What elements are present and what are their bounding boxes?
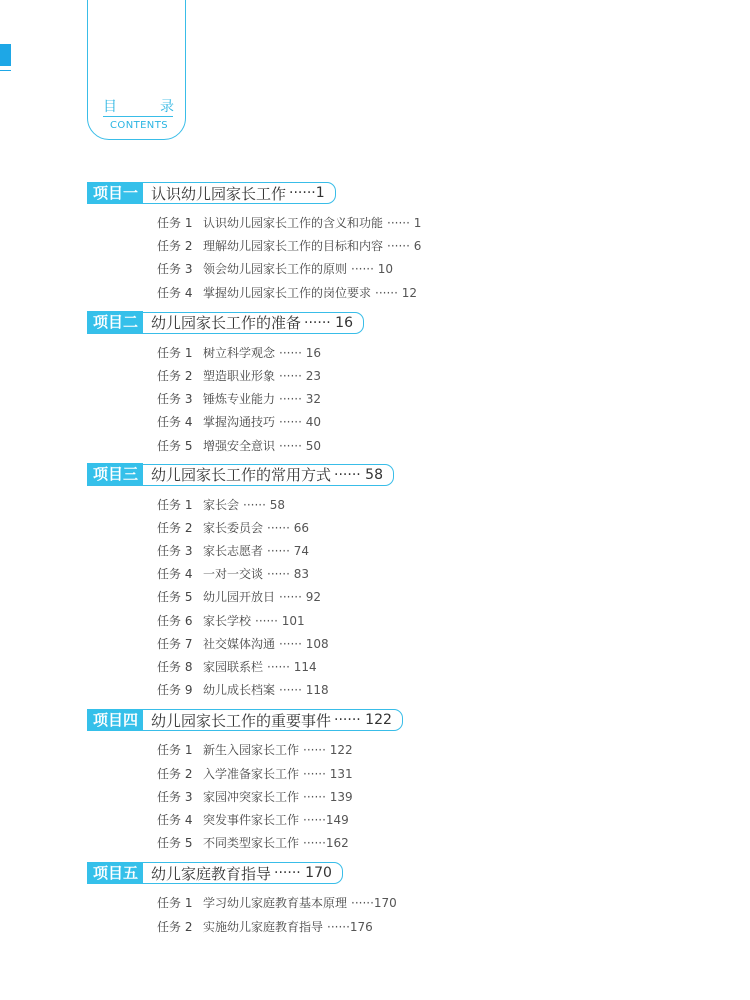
task-number: 任务 1 bbox=[157, 743, 193, 758]
task-number: 任务 2 bbox=[157, 239, 193, 254]
task-title: 学习幼儿家庭教育基本原理 bbox=[203, 896, 348, 911]
task-page-number: ······ 131 bbox=[303, 766, 353, 781]
task-page-number: ······170 bbox=[351, 896, 397, 911]
project-heading-box bbox=[87, 709, 403, 731]
task-entry[interactable] bbox=[157, 610, 727, 633]
task-page-number: ······ 139 bbox=[303, 789, 353, 804]
project-page-number: ······ 122 bbox=[334, 712, 392, 729]
task-title: 实施幼儿家庭教育指导 bbox=[203, 919, 324, 934]
project-heading-box bbox=[87, 862, 343, 884]
task-number: 任务 1 bbox=[157, 497, 193, 512]
task-number: 任务 4 bbox=[157, 812, 193, 827]
task-entry[interactable] bbox=[157, 235, 727, 258]
task-page-number: ······ 74 bbox=[267, 544, 309, 559]
side-line bbox=[0, 70, 11, 71]
task-number: 任务 5 bbox=[157, 438, 193, 453]
project-title: 幼儿园家长工作的重要事件 bbox=[151, 711, 332, 730]
project-tag: 项目五 bbox=[87, 862, 143, 884]
task-page-number: ······162 bbox=[303, 836, 349, 851]
task-entry[interactable] bbox=[157, 365, 727, 388]
task-entry[interactable] bbox=[157, 540, 727, 563]
project-tag: 项目三 bbox=[87, 463, 143, 485]
task-number: 任务 1 bbox=[157, 345, 193, 360]
task-page-number: ······ 58 bbox=[243, 497, 285, 512]
task-page-number: ······ 16 bbox=[279, 345, 321, 360]
task-number: 任务 1 bbox=[157, 896, 193, 911]
task-number: 任务 7 bbox=[157, 636, 193, 651]
project-heading[interactable] bbox=[87, 464, 727, 488]
task-title: 领会幼儿园家长工作的原则 bbox=[203, 262, 348, 277]
project-heading[interactable] bbox=[87, 862, 727, 886]
project-heading[interactable] bbox=[87, 182, 727, 206]
project-heading-box bbox=[87, 312, 364, 334]
task-page-number: ······ 114 bbox=[267, 660, 317, 674]
project-title: 认识幼儿园家长工作 bbox=[151, 184, 287, 203]
task-title: 幼儿成长档案 bbox=[203, 683, 276, 698]
task-entry[interactable] bbox=[157, 388, 727, 411]
project-heading[interactable] bbox=[87, 709, 727, 733]
task-entry[interactable] bbox=[157, 679, 727, 702]
project-title: 幼儿家庭教育指导 bbox=[151, 864, 272, 883]
task-title: 不同类型家长工作 bbox=[203, 836, 300, 851]
task-number: 任务 4 bbox=[157, 567, 193, 582]
task-list bbox=[157, 494, 727, 703]
task-entry[interactable] bbox=[157, 809, 727, 832]
task-title: 新生入园家长工作 bbox=[203, 743, 300, 758]
project-heading-box bbox=[87, 182, 336, 204]
task-entry[interactable] bbox=[157, 916, 727, 939]
task-page-number: ······ 12 bbox=[375, 285, 417, 300]
task-title: 家长会 bbox=[203, 497, 240, 512]
task-page-number: ······ 32 bbox=[279, 392, 321, 407]
task-entry[interactable] bbox=[157, 494, 727, 517]
task-title: 掌握幼儿园家长工作的岗位要求 bbox=[203, 285, 372, 300]
task-entry[interactable] bbox=[157, 586, 727, 609]
project-tag: 项目一 bbox=[87, 182, 143, 204]
task-list bbox=[157, 212, 727, 305]
project-page-number: ······ 16 bbox=[304, 314, 353, 331]
task-title: 增强安全意识 bbox=[203, 438, 276, 453]
project-tag: 项目二 bbox=[87, 311, 143, 333]
task-list bbox=[157, 342, 727, 458]
project-page-number: ······1 bbox=[289, 185, 325, 201]
task-title: 认识幼儿园家长工作的含义和功能 bbox=[203, 216, 384, 230]
task-page-number: ······ 23 bbox=[279, 368, 321, 383]
task-page-number: ······ 10 bbox=[351, 262, 393, 277]
project-heading[interactable] bbox=[87, 312, 727, 336]
task-number: 任务 5 bbox=[157, 590, 193, 605]
task-entry[interactable] bbox=[157, 739, 727, 762]
task-page-number: ······ 108 bbox=[279, 636, 329, 651]
task-number: 任务 6 bbox=[157, 613, 193, 628]
task-entry[interactable] bbox=[157, 435, 727, 458]
task-entry[interactable] bbox=[157, 212, 727, 235]
project-section bbox=[87, 182, 727, 305]
side-tab-marker bbox=[0, 44, 11, 66]
task-page-number: ······149 bbox=[303, 812, 349, 827]
project-section bbox=[87, 862, 727, 938]
project-section bbox=[87, 312, 727, 458]
task-entry[interactable] bbox=[157, 258, 727, 281]
contents-title bbox=[103, 96, 175, 116]
task-number: 任务 5 bbox=[157, 836, 193, 851]
task-title: 幼儿园开放日 bbox=[203, 590, 276, 605]
task-title: 家园联系栏 bbox=[203, 660, 264, 674]
table-of-contents bbox=[87, 182, 727, 943]
task-entry[interactable] bbox=[157, 633, 727, 656]
task-entry[interactable] bbox=[157, 411, 727, 434]
task-number: 任务 1 bbox=[157, 216, 193, 230]
task-entry[interactable] bbox=[157, 563, 727, 586]
task-number: 任务 2 bbox=[157, 766, 193, 781]
task-page-number: ······ 66 bbox=[267, 520, 309, 535]
contents-title-right: 录 bbox=[160, 99, 175, 115]
contents-header-box bbox=[87, 0, 186, 140]
task-title: 锤炼专业能力 bbox=[203, 392, 276, 407]
contents-subtitle: CONTENTS bbox=[110, 120, 168, 131]
task-number: 任务 4 bbox=[157, 415, 193, 430]
task-title: 家园冲突家长工作 bbox=[203, 789, 300, 804]
task-list bbox=[157, 892, 727, 938]
task-page-number: ······ 83 bbox=[267, 567, 309, 582]
task-entry[interactable] bbox=[157, 517, 727, 540]
task-title: 一对一交谈 bbox=[203, 567, 264, 582]
project-tag: 项目四 bbox=[87, 709, 143, 731]
task-number: 任务 2 bbox=[157, 520, 193, 535]
task-title: 塑造职业形象 bbox=[203, 368, 276, 383]
task-entry[interactable] bbox=[157, 763, 727, 786]
task-page-number: ······ 101 bbox=[255, 613, 305, 628]
project-page-number: ······ 58 bbox=[334, 466, 383, 483]
contents-title-rule bbox=[103, 116, 173, 117]
task-title: 家长志愿者 bbox=[203, 544, 264, 559]
task-number: 任务 8 bbox=[157, 660, 193, 674]
task-page-number: ······ 122 bbox=[303, 743, 353, 758]
task-title: 树立科学观念 bbox=[203, 345, 276, 360]
task-number: 任务 2 bbox=[157, 368, 193, 383]
task-page-number: ······ 6 bbox=[387, 239, 422, 254]
task-title: 家长委员会 bbox=[203, 520, 264, 535]
task-entry[interactable] bbox=[157, 282, 727, 305]
project-heading-box bbox=[87, 464, 394, 486]
task-list bbox=[157, 739, 727, 855]
task-number: 任务 9 bbox=[157, 683, 193, 698]
task-number: 任务 3 bbox=[157, 789, 193, 804]
task-entry[interactable] bbox=[157, 786, 727, 809]
task-entry[interactable] bbox=[157, 342, 727, 365]
project-title: 幼儿园家长工作的常用方式 bbox=[151, 466, 332, 485]
task-page-number: ······176 bbox=[327, 919, 373, 934]
project-section bbox=[87, 464, 727, 703]
task-page-number: ······ 40 bbox=[279, 415, 321, 430]
task-title: 突发事件家长工作 bbox=[203, 812, 300, 827]
task-title: 掌握沟通技巧 bbox=[203, 415, 276, 430]
task-entry[interactable] bbox=[157, 892, 727, 915]
task-page-number: ······ 118 bbox=[279, 683, 329, 698]
task-title: 入学准备家长工作 bbox=[203, 766, 300, 781]
task-title: 理解幼儿园家长工作的目标和内容 bbox=[203, 239, 384, 254]
task-title: 家长学校 bbox=[203, 613, 252, 628]
project-section bbox=[87, 709, 727, 855]
task-page-number: ······ 92 bbox=[279, 590, 321, 605]
task-number: 任务 3 bbox=[157, 262, 193, 277]
task-number: 任务 3 bbox=[157, 544, 193, 559]
task-title: 社交媒体沟通 bbox=[203, 636, 276, 651]
task-number: 任务 4 bbox=[157, 285, 193, 300]
project-page-number: ······ 170 bbox=[274, 865, 332, 882]
task-number: 任务 2 bbox=[157, 919, 193, 934]
task-entry[interactable] bbox=[157, 832, 727, 855]
task-page-number: ······ 50 bbox=[279, 438, 321, 453]
project-title: 幼儿园家长工作的准备 bbox=[151, 314, 302, 333]
task-page-number: ······ 1 bbox=[387, 216, 422, 230]
contents-title-left: 目 bbox=[103, 99, 118, 115]
task-entry[interactable] bbox=[157, 656, 727, 679]
task-number: 任务 3 bbox=[157, 392, 193, 407]
